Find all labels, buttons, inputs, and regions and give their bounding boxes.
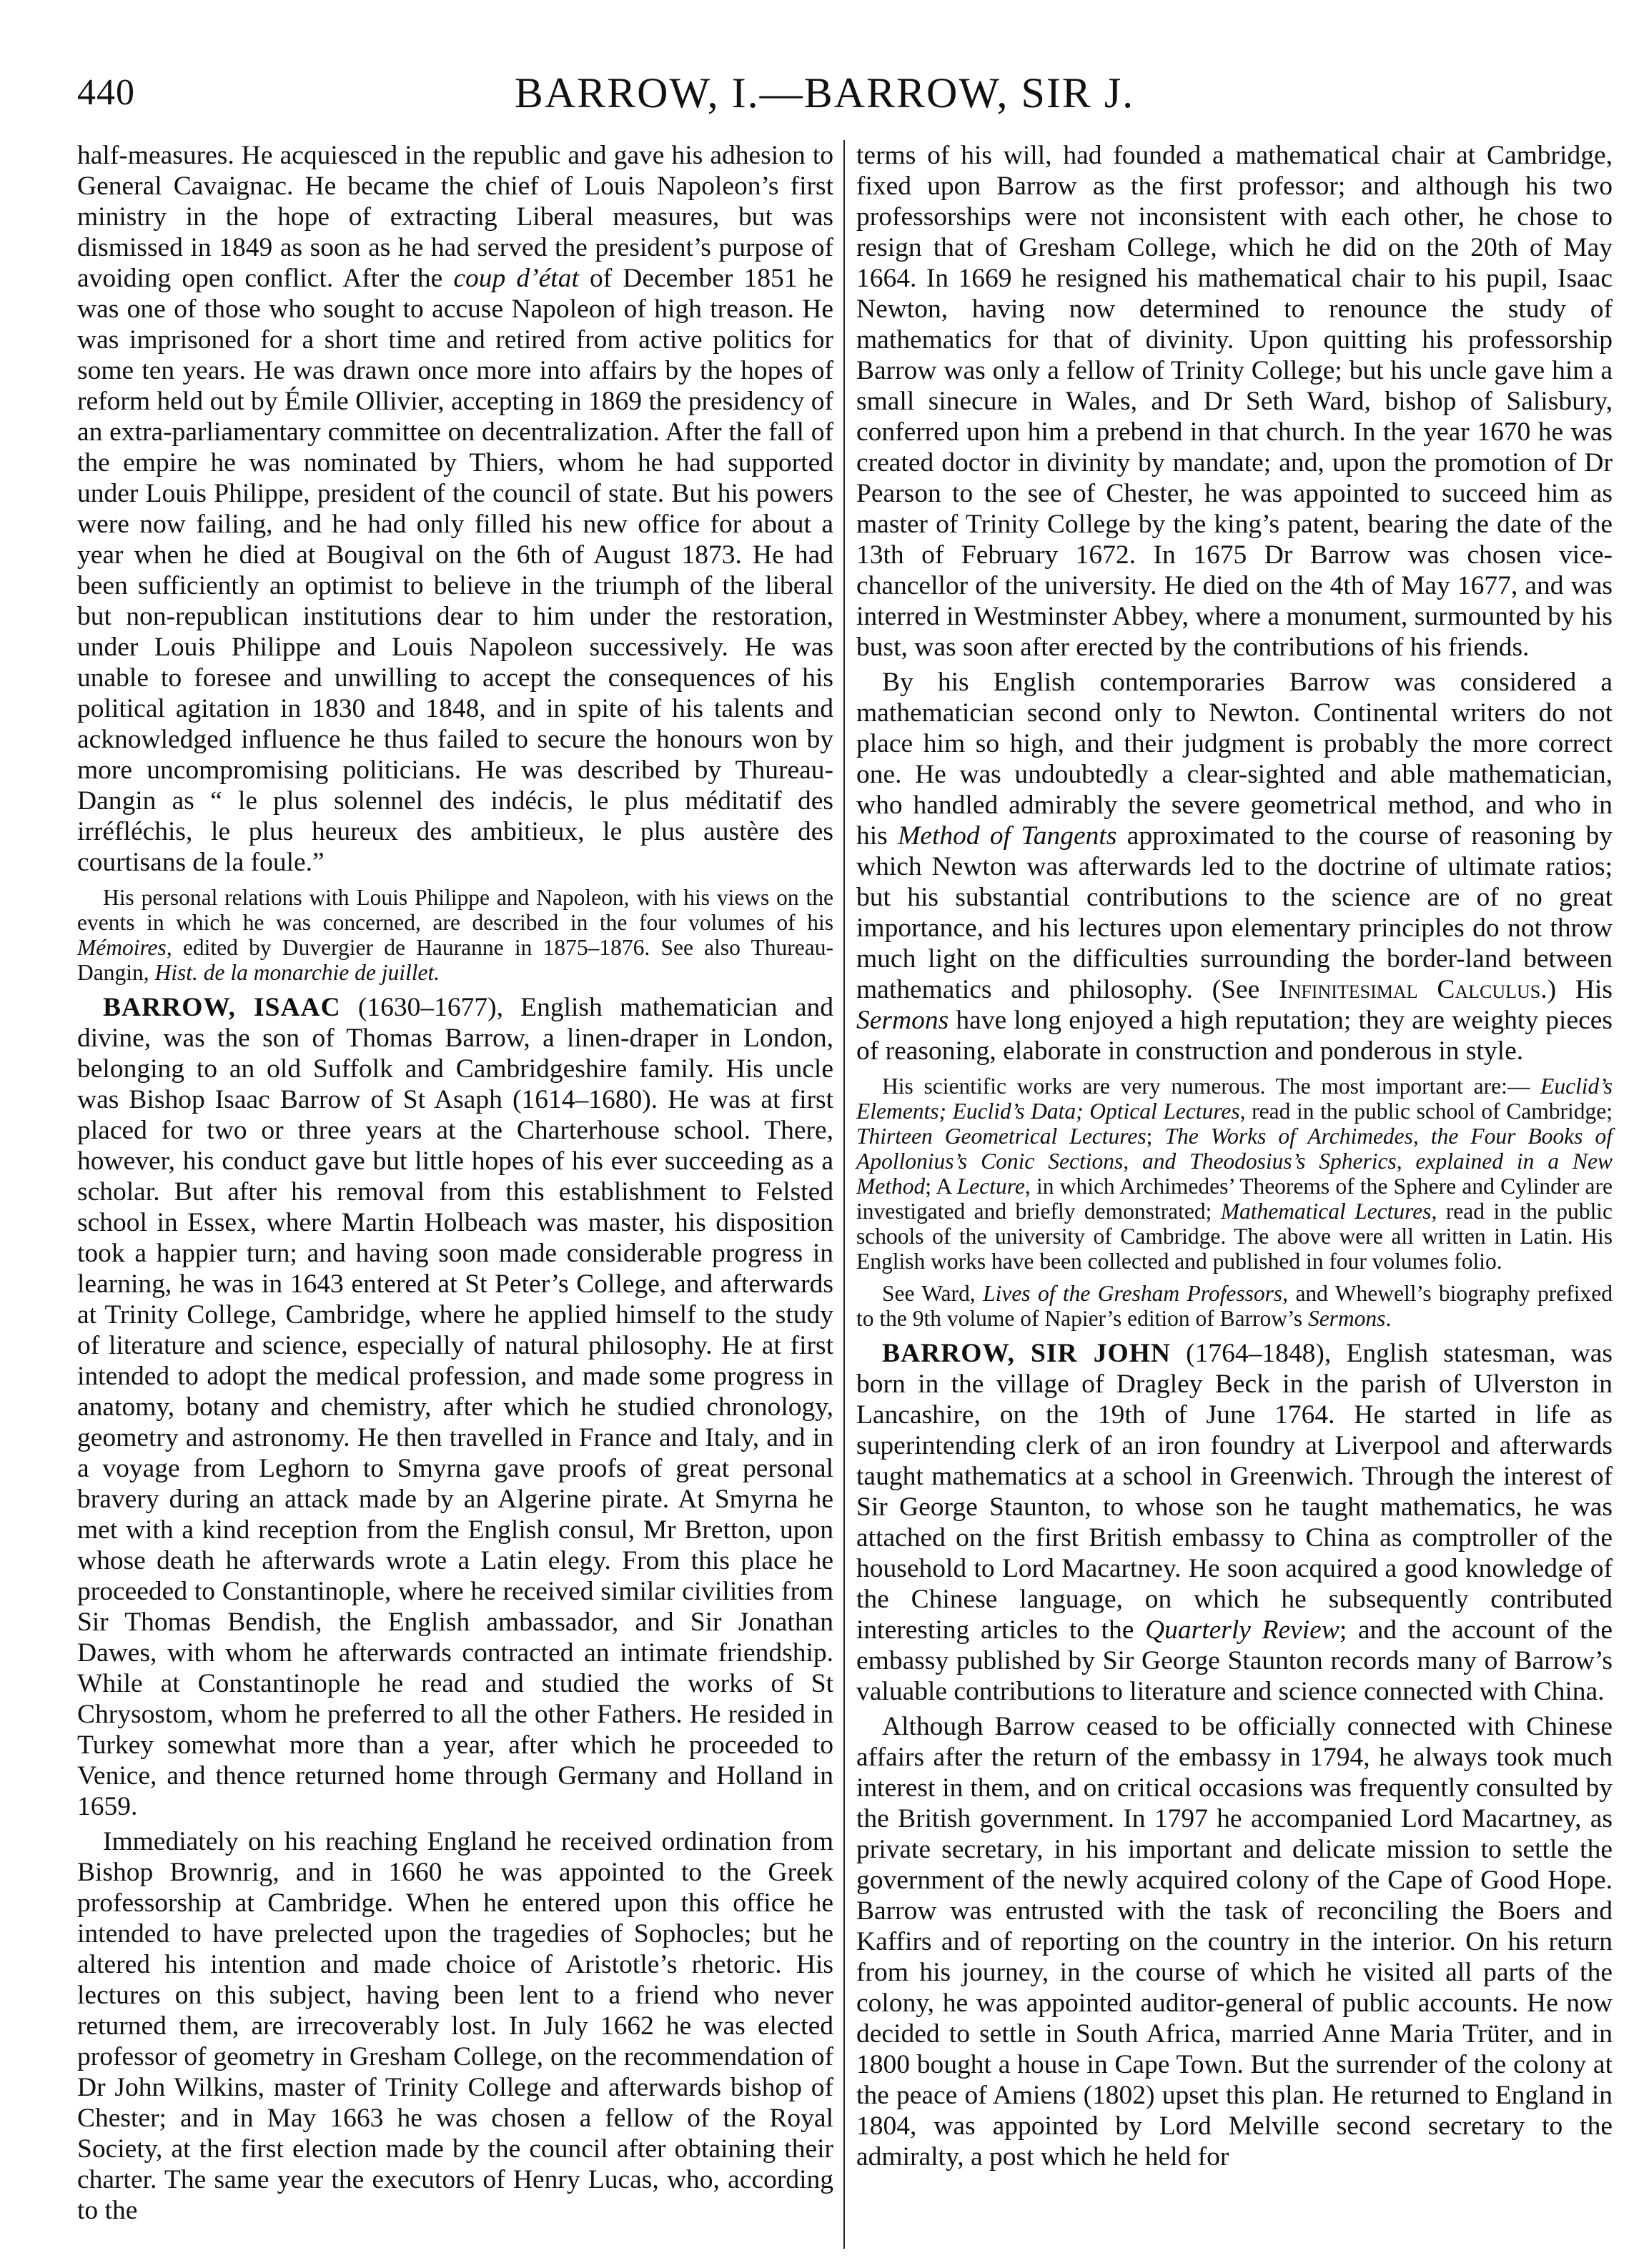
italic-text: coup d’état <box>453 264 579 293</box>
text-run: , read in the public schools of the university of Cambridge. The above were all written in Latin. His English works have been collected and published in four volumes folio. <box>856 1199 1613 1274</box>
text-run: (1764–1848), English statesman, was born in the village of Dragley Beck in the parish of Ulverston in Lancashire, on the 19th of June 1764. He started in life as superintending clerk of an iron foundry at Liverpool and afterwards taught mathematics at a school in Greenwich. Through the interest of Sir George Staunton, to whose son he taught mathematics, he was attached on the first British embassy to China as comptroller of the household to Lord Macartney. He soon acquired a good knowledge of the Chinese language, on which he subsequently contributed interesting articles to the <box>856 1339 1613 1645</box>
cross-reference: Infinitesimal Calculus <box>1279 975 1541 1004</box>
text-run: By his English contemporaries Barrow was considered a mathematician second only to Newton. Continental writers do not place him so high, and their judgment is probably the more correct one. He was undoubtedly a clear-sighted and able mathematician, who handled admirably the severe geometrical method, and who in his <box>856 668 1613 851</box>
text-run: His personal relations with Louis Philippe and Napoleon, with his views on the events in which he was concerned, are described in the four volumes of his <box>77 885 833 935</box>
text-run: , read in the public school of Cambridge; <box>1239 1099 1613 1124</box>
italic-text: Lecture <box>956 1174 1025 1199</box>
italic-text: Thirteen Geometrical Lectures <box>856 1124 1147 1149</box>
italic-text: Quarterly Review <box>1145 1615 1339 1645</box>
text-run: ; and the account of the embassy published by Sir George Staunton records many of Barrow’s valuable contributions to literature and science connected with China. <box>856 1615 1613 1706</box>
text-run: His scientific works are very numerous. The most important are:— <box>882 1074 1541 1099</box>
right-column <box>856 140 1613 2177</box>
paragraph <box>856 140 1613 663</box>
text-run: (1630–1677), English mathematician and divine, was the son of Thomas Barrow, a linen-draper in London, belonging to an old Suffolk and Cambridgeshire family. His uncle was Bishop Isaac Barrow of St Asaph (1614–1680). He was at first placed for two or three years at the Charterhouse school. There, however, his conduct gave but little hopes of his ever succeeding as a scholar. But after his removal from this establishment to Felsted school in Essex, where Martin Holbeach was master, his disposition took a happier turn; and having soon made considerable progress in learning, he was in 1643 entered at St Peter’s College, and afterwards at Trinity College, Cambridge, where he applied himself to the study of literature and science, especially of natural philosophy. He at first intended to adopt the medical profession, and made some progress in anatomy, botany and chemistry, after which he studied chronology, geometry and astronomy. He then travelled in France and Italy, and in a voyage from Leghorn to Smyrna gave proofs of great personal bravery during an attack made by an Algerine pirate. At Smyrna he met with a kind reception from the English consul, Mr Bretton, upon whose death he afterwards wrote a Latin elegy. From this place he proceeded to Constantinople, where he received similar civilities from Sir Thomas Bendish, the English ambassador, and Sir Jonathan Dawes, with whom he afterwards contracted an intimate friendship. While at Constantinople he read and studied the works of St Chrysostom, whom he preferred to all the other Fathers. He resided in Turkey somewhat more than a year, after which he proceeded to Venice, and thence returned home through Germany and Holland in 1659. <box>77 993 833 1821</box>
paragraph <box>856 1338 1613 1707</box>
text-run: ; A <box>925 1174 957 1199</box>
text-run: See Ward, <box>882 1281 984 1306</box>
text-run: of December 1851 he was one of those who sought to accuse Napoleon of high treason. He was imprisoned for a short time and retired from active politics for some ten years. He was drawn once more into affairs by the hopes of reform held out by Émile Ollivier, accepting in 1869 the presidency of an extra-parliamentary committee on decentralization. After the fall of the empire he was nominated by Thiers, whom he had supported under Louis Philippe, president of the council of state. But his powers were now failing, and he had only filled his new office for about a year when he died at Bougival on the 6th of August 1873. He had been sufficiently an optimist to believe in the triumph of the liberal but non-republican institutions dear to him under the restoration, under Louis Philippe and Louis Napoleon successively. He was unable to foresee and unwilling to accept the consequences of his political agitation in 1830 and 1848, and in spite of his talents and acknowledged influence he thus failed to secure the honours won by more uncompromising politicians. He was described by Thureau-Dangin as “ le plus solennel des indécis, le plus méditatif des irréfléchis, le plus heureux des ambitieux, le plus austère des courtisans de la foule.” <box>77 264 833 877</box>
paragraph <box>856 1711 1613 2172</box>
left-column <box>77 140 833 2230</box>
italic-text: Hist. de la monarchie de juillet. <box>154 960 440 985</box>
italic-text: Euclid’s Elements; Euclid’s Data; Optical Lectures <box>856 1074 1613 1124</box>
text-run: approximated to the course of reasoning by which Newton was afterwards led to the doctrine of ultimate ratios; but his substantial contributions to the science are of no great importance, and his lectures upon elementary principles do not throw much light on the difficulties surrounding the border-land between mathematics and philosophy. (See <box>856 821 1613 1004</box>
italic-text: The Works of Archimedes, the Four Books of Apollonius’s Conic Sections, and Theodosius’s Spherics, explained in a New Method <box>856 1124 1613 1199</box>
text-run: , and Whewell’s biography prefixed to the 9th volume of Napier’s edition of Barrow’s <box>856 1281 1613 1331</box>
paragraph <box>77 140 833 878</box>
text-run: ; <box>1146 1124 1165 1149</box>
text-run: , edited by Duvergier de Hauranne in 1875–1876. See also Thureau-Dangin, <box>77 935 833 985</box>
running-title: BARROW, I.—BARROW, SIR J. <box>514 69 1135 117</box>
italic-text: Sermons <box>1307 1306 1386 1331</box>
text-run: have long enjoyed a high reputation; they are weighty pieces of reasoning, elaborate in construction and ponderous in style. <box>856 1006 1613 1066</box>
paragraph <box>77 1826 833 2226</box>
italic-text: Mathematical Lectures <box>1220 1199 1432 1224</box>
italic-text: Method of Tangents <box>898 821 1117 851</box>
italic-text: Mémoires <box>77 935 167 960</box>
text-run: .) His <box>1540 975 1613 1004</box>
note-paragraph <box>856 1074 1613 1274</box>
text-run: Although Barrow ceased to be officially connected with Chinese affairs after the return of the embassy in 1794, he always took much interest in them, and on critical occasions was frequently consulted by the British government. In 1797 he accompanied Lord Macartney, as private secretary, in his important and delicate mission to settle the government of the newly acquired colony of the Cape of Good Hope. Barrow was entrusted with the task of reconciling the Boers and Kaffirs and of reporting on the country in the interior. On his return from his journey, in the course of which he visited all parts of the colony, he was appointed auditor-general of public accounts. He now decided to settle in South Africa, married Anne Maria Trüter, and in 1800 bought a house in Cape Town. But the surrender of the colony at the peace of Amiens (1802) upset this plan. He returned to England in 1804, was appointed by Lord Melville second secretary to the admiralty, a post which he held for <box>856 1712 1613 2172</box>
text-run: , in which Archimedes’ Theorems of the Sphere and Cylinder are investigated and briefly demonstrated; <box>856 1174 1613 1224</box>
text-run: terms of his will, had founded a mathematical chair at Cambridge, fixed upon Barrow as the first professor; and although his two professorships were not inconsistent with each other, he chose to resign that of Gresham College, which he did on the 20th of May 1664. In 1669 he resigned his mathematical chair to his pupil, Isaac Newton, having now determined to renounce the study of mathematics for that of divinity. Upon quitting his professorship Barrow was only a fellow of Trinity College; but his uncle gave him a small sinecure in Wales, and Dr Seth Ward, bishop of Salisbury, conferred upon him a prebend in that church. In the year 1670 he was created doctor in divinity by mandate; and, upon the promotion of Dr Pearson to the see of Chester, he was appointed to succeed him as master of Trinity College by the king’s patent, bearing the date of the 13th of February 1672. In 1675 Dr Barrow was chosen vice-chancellor of the university. He died on the 4th of May 1677, and was interred in Westminster Abbey, where a monument, surmounted by his bust, was soon after erected by the contributions of his friends. <box>856 141 1613 662</box>
note-paragraph <box>77 885 833 985</box>
text-run: . <box>1385 1306 1392 1331</box>
page-number: 440 <box>77 72 135 113</box>
paragraph <box>77 992 833 1822</box>
column-divider <box>843 140 845 2249</box>
text-run: half-measures. He acquiesced in the republic and gave his adhesion to General Cavaignac. He became the chief of Louis Napoleon’s first ministry in the hope of extracting Liberal measures, but was dismissed in 1849 as soon as he had served the president’s purpose of avoiding open conflict. After the <box>77 141 833 293</box>
entry-heading: BARROW, SIR JOHN <box>882 1339 1171 1368</box>
italic-text: Lives of the Gresham Professors <box>983 1281 1283 1306</box>
entry-heading: BARROW, ISAAC <box>103 993 341 1022</box>
text-run: Immediately on his reaching England he received ordination from Bishop Brownrig, and in 1660 he was appointed to the Greek professorship at Cambridge. When he entered upon this office he intended to have prelected upon the tragedies of Sophocles; but he altered his intention and made choice of Aristotle’s rhetoric. His lectures on this subject, having been lent to a friend who never returned them, are irrecoverably lost. In July 1662 he was elected professor of geometry in Gresham College, on the recommendation of Dr John Wilkins, master of Trinity College and afterwards bishop of Chester; and in May 1663 he was chosen a fellow of the Royal Society, at the first election made by the council after obtaining their charter. The same year the executors of Henry Lucas, who, according to the <box>77 1827 833 2225</box>
paragraph <box>856 667 1613 1066</box>
note-paragraph <box>856 1281 1613 1331</box>
italic-text: Sermons <box>856 1006 949 1035</box>
